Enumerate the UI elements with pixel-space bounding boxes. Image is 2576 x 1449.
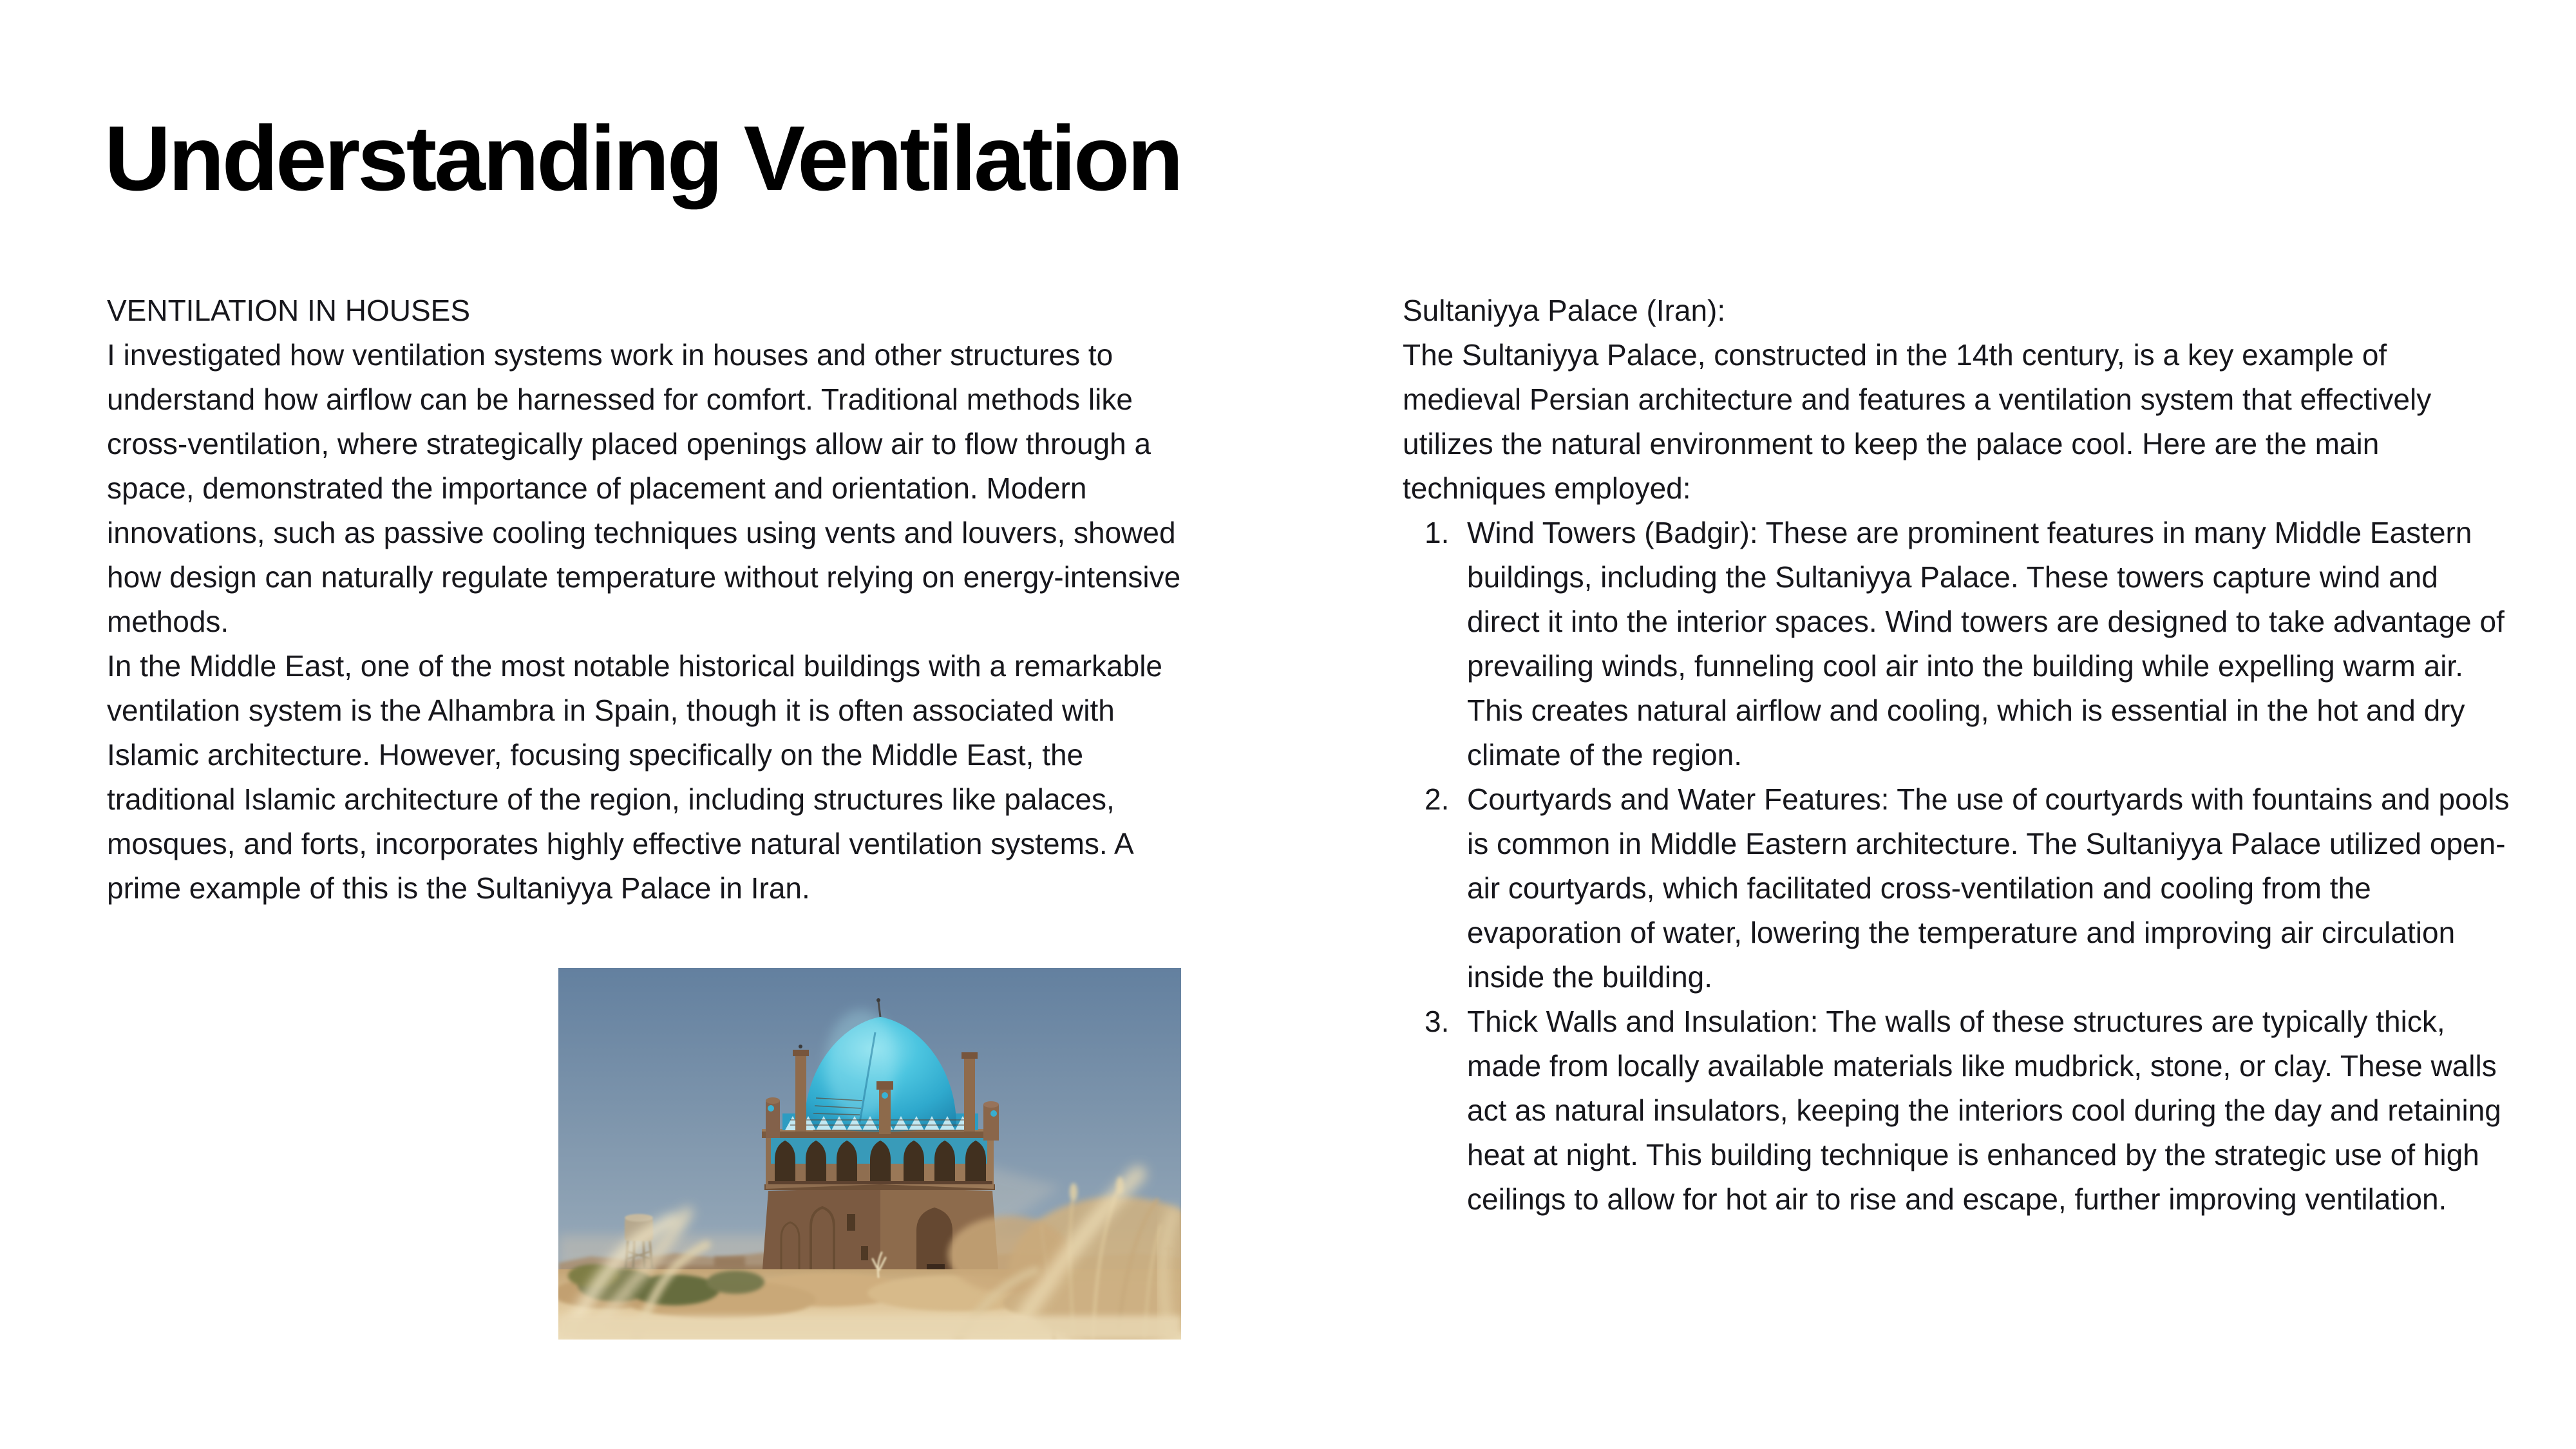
window-1 — [847, 1214, 855, 1231]
right-column — [1403, 289, 2510, 1222]
dome-finial-tip — [876, 998, 880, 1002]
list-item-text: Thick Walls and Insulation: The walls of these structures are typically thick, made from locally available materials like mudbrick, stone, or clay. These walls act as natural insulators, keeping the interiors cool during the day and retaining heat at night. This building technique is enhanced by the strategic use of high ceilings to allow for hot air to rise and escape, further improving ventilation. — [1467, 1005, 2501, 1216]
sultaniyya-palace-illustration — [558, 968, 1181, 1340]
page-title: Understanding Ventilation — [104, 108, 1181, 210]
list-item — [1403, 777, 2510, 999]
list-item-text: Courtyards and Water Features: The use of courtyards with fountains and pools is common in Middle Eastern architecture. The Sultaniyya Palace utilized open-air courtyards, which facilitated cross-ventilation and cooling from the evaporation of water, lowering the temperature and improving air circulation inside the building. — [1467, 782, 2510, 994]
paragraph-ventilation-overview: I investigated how ventilation systems work in houses and other structures to understand how airflow can be harnessed for comfort. Traditional methods like cross-ventilation, where strategically placed openings allow air to flow through a space, demonstrated the importance of placement and orientation. Modern innovations, such as passive cooling techniques using vents and louvers, showed how design can naturally regulate temperature without relying on energy-intensive methods. — [107, 338, 1181, 638]
paragraph-sultaniyya-intro: The Sultaniyya Palace, constructed in the 14th century, is a key example of medieval Persian architecture and features a ventilation system that effectively utilizes the natural environment to keep the palace cool. Here are the main techniques employed: — [1403, 338, 2432, 505]
left-column — [107, 289, 1195, 911]
techniques-list — [1403, 511, 2510, 1222]
paragraph-middle-east: In the Middle East, one of the most notable historical buildings with a remarkable ventilation system is the Alhambra in Spain, though it is often associated with Islamic architecture. However, focusing specifically on the Middle East, the traditional Islamic architecture of the region, including structures like palaces, mosques, and forts, incorporates highly effective natural ventilation systems. A prime example of this is the Sultaniyya Palace in Iran. — [107, 649, 1162, 905]
gallery-floor-shadow — [768, 1181, 992, 1184]
foreground-blur-band — [558, 1316, 1181, 1340]
right-column-heading: Sultaniyya Palace (Iran): — [1403, 294, 1726, 327]
bird-dot — [799, 1045, 802, 1048]
list-item-text: Wind Towers (Badgir): These are prominent features in many Middle Eastern buildings, including the Sultaniyya Palace. These towers capture wind and direct it into the interior spaces. Wind towers are designed to take advantage of prevailing winds, funneling cool air into the building while expelling warm air. This creates natural airflow and cooling, which is essential in the hot and dry climate of the region. — [1467, 516, 2505, 772]
list-item-number: 1. — [1425, 516, 1450, 549]
sultaniyya-palace-photo — [558, 968, 1181, 1340]
left-column-heading: VENTILATION IN HOUSES — [107, 294, 471, 327]
distant-block — [714, 1256, 745, 1268]
list-item — [1403, 511, 2510, 777]
window-2 — [861, 1246, 868, 1260]
list-item-number: 3. — [1425, 1005, 1450, 1038]
list-item-number: 2. — [1425, 782, 1450, 816]
list-item — [1403, 999, 2510, 1222]
